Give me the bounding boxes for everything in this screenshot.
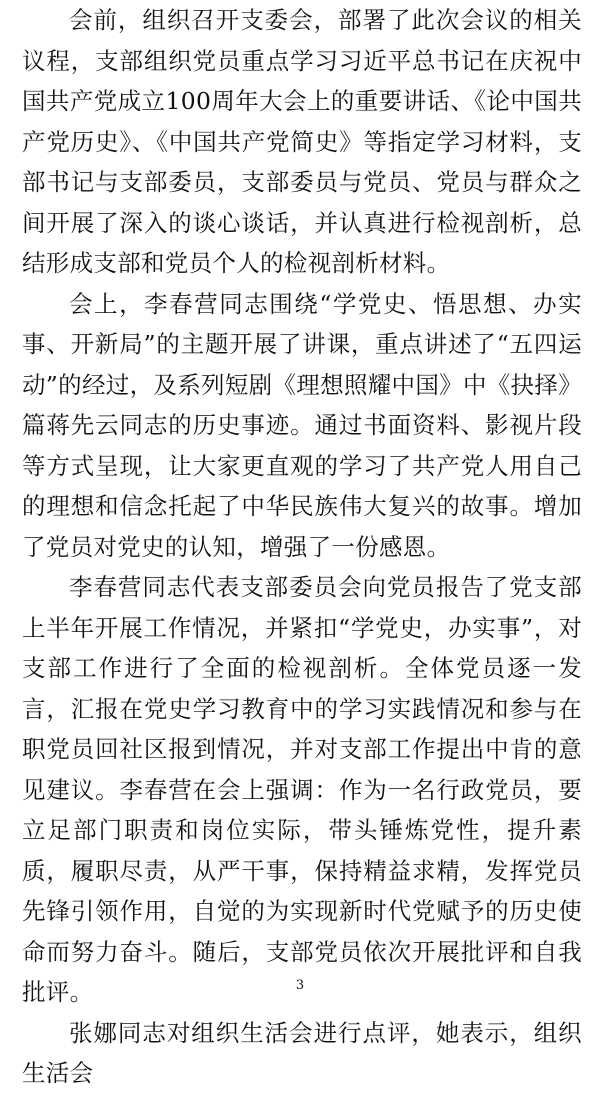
paragraph-lecture: 会上，李春营同志围绕“学党史、悟思想、办实事、开新局”的主题开展了讲课，重点讲述了“五四运动”的经过，及系列短剧《理想照耀中国》中《抉择》篇蒋先云同志的历史事迹。通过书面资料、影视片段等方式呈现，让大家更直观的学习了共产党人用自己的理想和信念托起了中华民族伟大复兴的故事。增加了党员对党史的认知，增强了一份感恩。 (22, 289, 582, 561)
paragraph-report: 李春营同志代表支部委员会向党员报告了党支部上半年开展工作情况，并紧扣“学党史，办实事”，对支部工作进行了全面的检视剖析。全体党员逐一发言，汇报在党史学习教育中的学习实践情况和参与在职党员回社区报到情况，并对支部工作提出中肯的意见建议。李春营在会上强调：作为一名行政党员，要立足部门职责和岗位实际，带头锤炼党性，提升素质，履职尽责，从严干事，保持精益求精，发挥党员先锋引领作用，自觉的为实现新时代党赋予的历史使命而努力奋斗。随后，支部党员依次开展批评和自我批评。 (22, 573, 582, 1006)
page-number: 3 (295, 978, 305, 993)
paragraph-review: 张娜同志对组织生活会进行点评，她表示，组织生活会 (22, 1018, 582, 1087)
paragraph-preparation: 会前，组织召开支委会，部署了此次会议的相关议程，支部组织党员重点学习习近平总书记在庆祝中国共产党成立100周年大会上的重要讲话、《论中国共产党历史》、《中国共产党简史》等指定学习材料，支部书记与支部委员，支部委员与党员、党员与群众之间开展了深入的谈心谈话，并认真进行检视剖析，总结形成支部和党员个人的检视剖析材料。 (22, 6, 582, 277)
document-body (22, 0, 582, 1094)
